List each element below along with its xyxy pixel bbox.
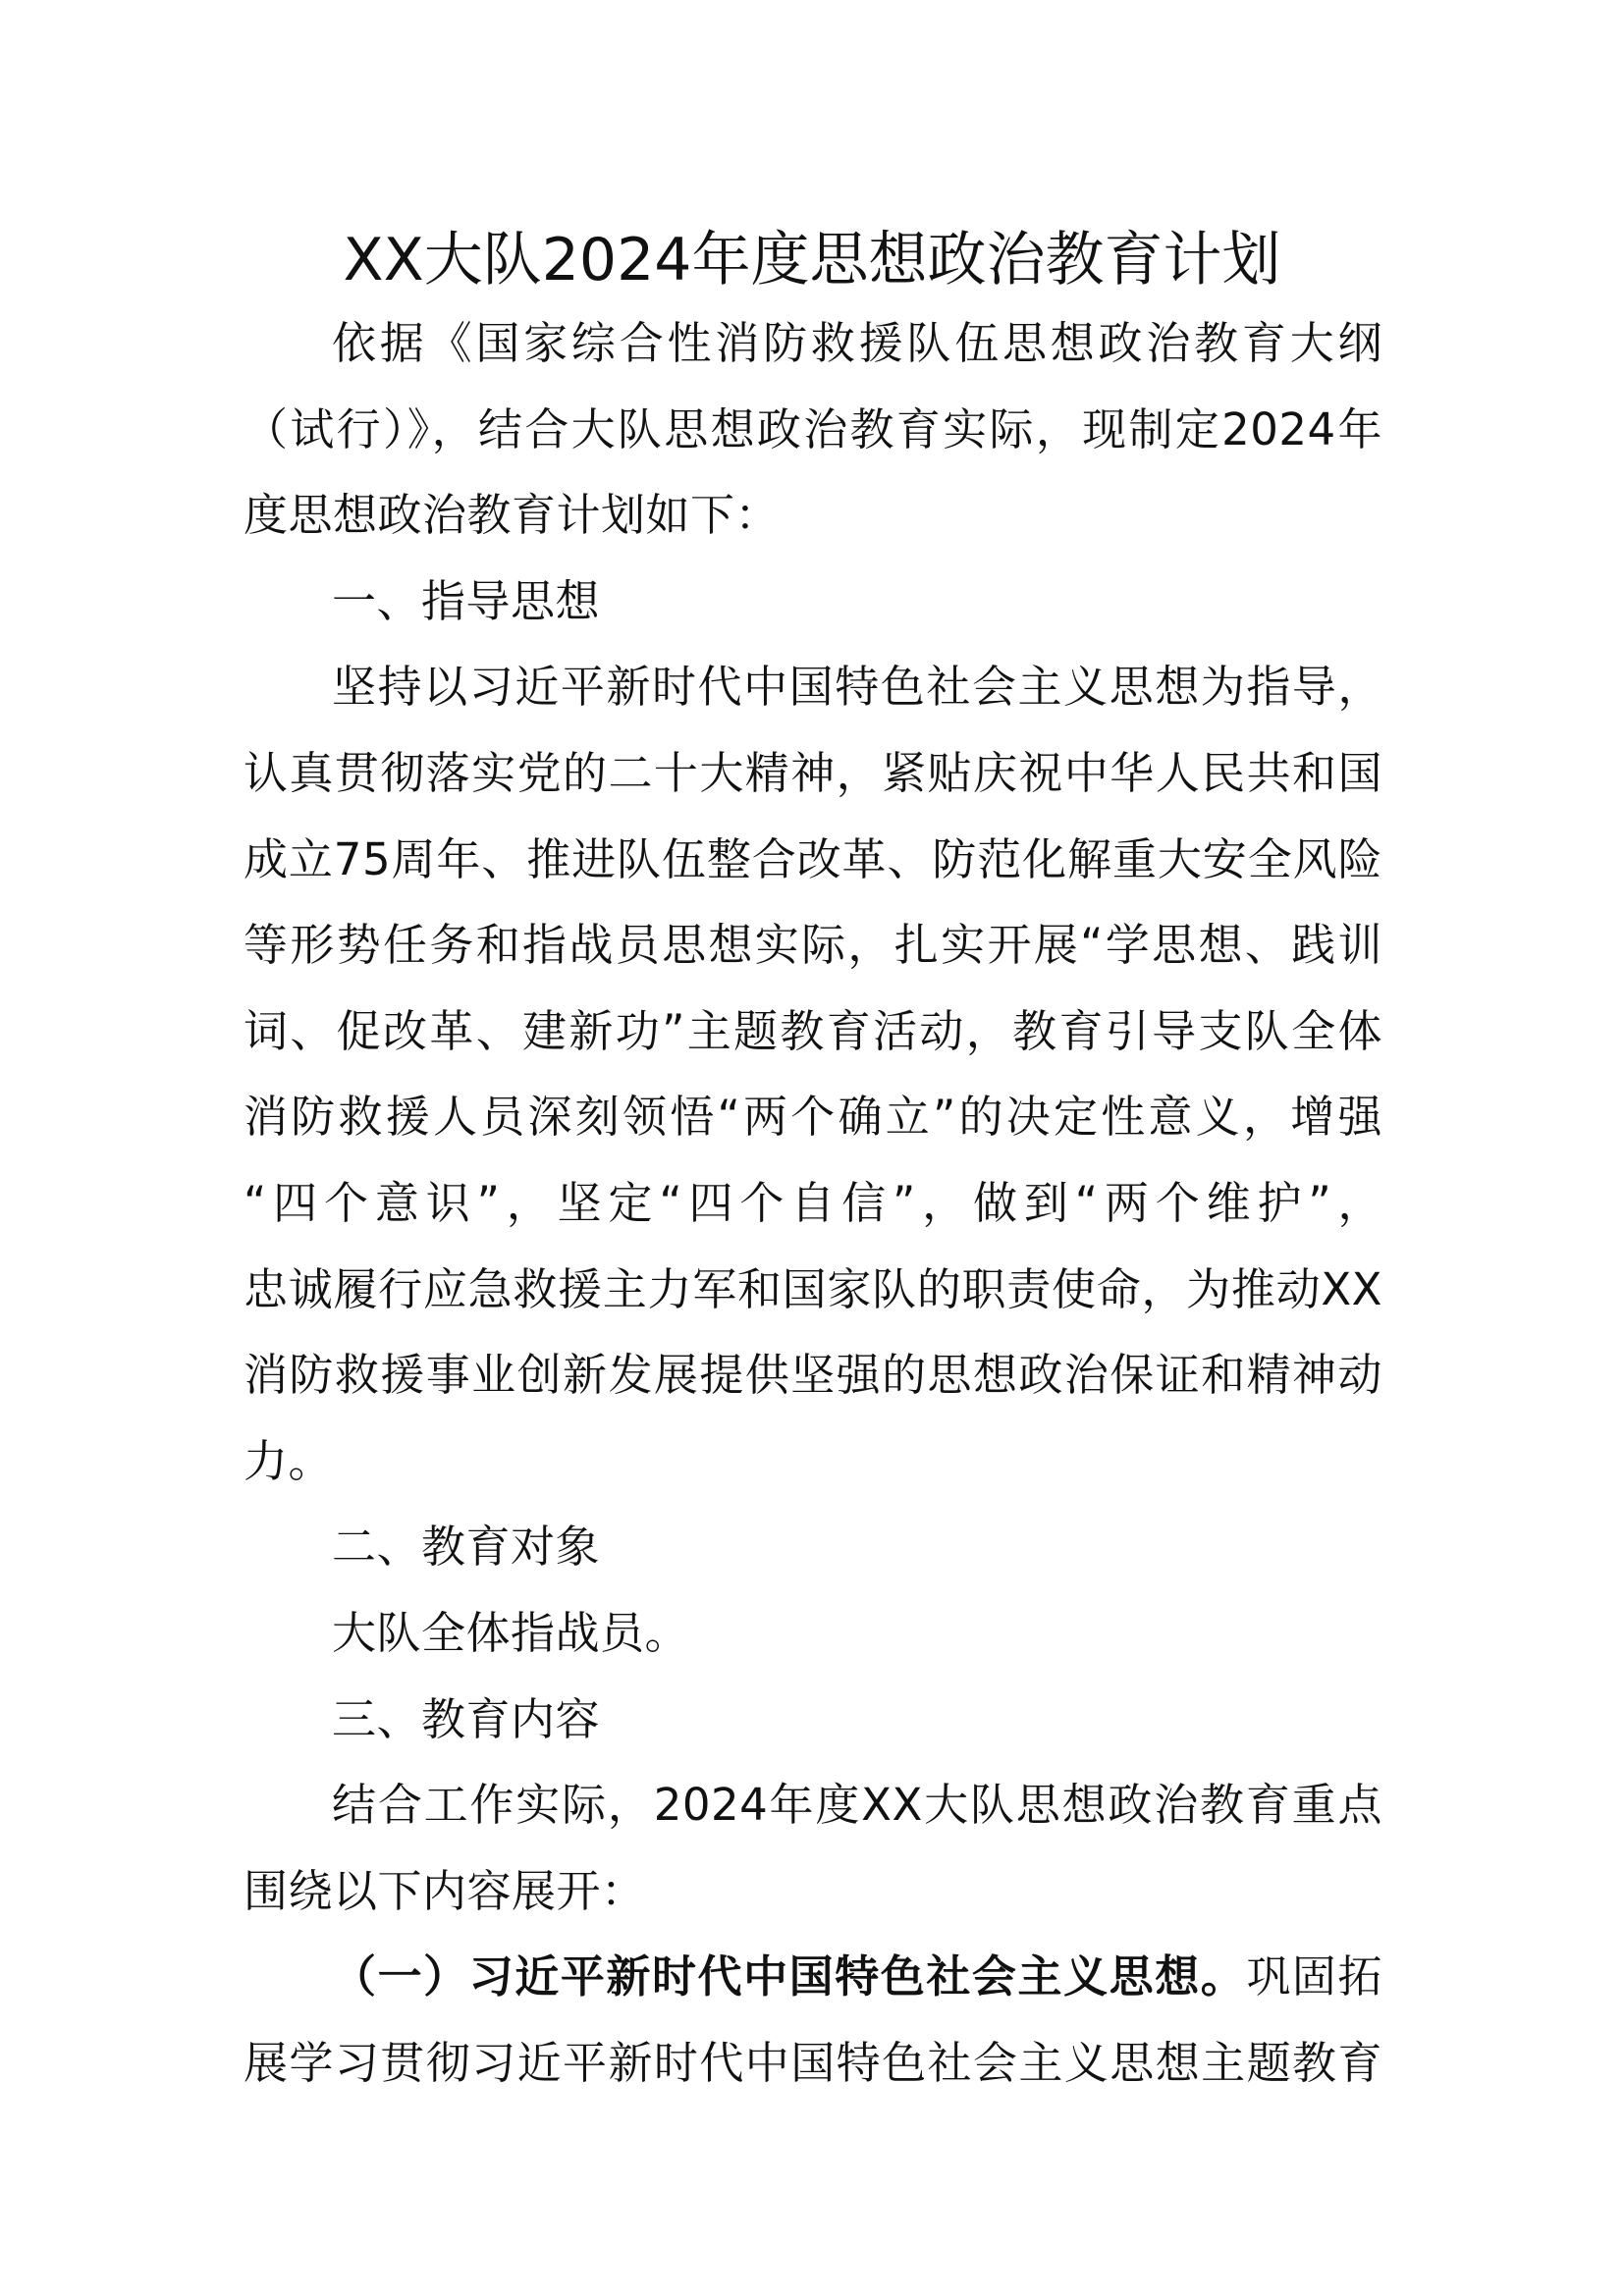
section1-line-1: 坚持以习近平新时代中国特色社会主义思想为指导，	[332, 661, 1382, 713]
item1-text: 巩固拓	[1246, 1950, 1382, 2002]
section2-body: 大队全体指战员。	[332, 1607, 690, 1659]
section1-line-10: 力。	[244, 1435, 334, 1487]
section1-line-3: 成立75周年、推进队伍整合改革、防范化解重大安全风险	[244, 833, 1382, 885]
section3-line-1: 结合工作实际，2024年度XX大队思想政治教育重点	[332, 1779, 1382, 1831]
section1-line-7: “四个意识”，坚定“四个自信”，做到“两个维护”，	[244, 1177, 1382, 1229]
item1-line-2: 展学习贯彻习近平新时代中国特色社会主义思想主题教育	[244, 2037, 1382, 2089]
document-title: XX大队2024年度思想政治教育计划	[343, 226, 1281, 294]
section1-line-4: 等形势任务和指战员思想实际，扎实开展“学思想、践训	[244, 919, 1382, 971]
intro-line-3: 度思想政治教育计划如下：	[244, 489, 781, 541]
section1-line-2: 认真贯彻落实党的二十大精神，紧贴庆祝中华人民共和国	[244, 747, 1382, 799]
section1-line-5: 词、促改革、建新功”主题教育活动，教育引导支队全体	[244, 1005, 1382, 1057]
section3-heading: 三、教育内容	[332, 1693, 601, 1745]
section1-line-8: 忠诚履行应急救援主力军和国家队的职责使命，为推动XX	[244, 1263, 1382, 1315]
intro-line-2: （试行）》，结合大队思想政治教育实际，现制定2024年	[244, 403, 1382, 455]
section1-line-6: 消防救援人员深刻领悟“两个确立”的决定性意义，增强	[244, 1091, 1382, 1143]
section2-heading: 二、教育对象	[332, 1521, 601, 1573]
section1-heading: 一、指导思想	[332, 575, 601, 627]
item1-bold-heading: （一）习近平新时代中国特色社会主义思想。	[332, 1950, 1247, 2002]
item1-line-1	[332, 1948, 1382, 2006]
section1-line-9: 消防救援事业创新发展提供坚强的思想政治保证和精神动	[244, 1349, 1382, 1401]
intro-line-1: 依据《国家综合性消防救援队伍思想政治教育大纲	[332, 317, 1382, 369]
section3-line-2: 围绕以下内容展开：	[244, 1865, 646, 1917]
